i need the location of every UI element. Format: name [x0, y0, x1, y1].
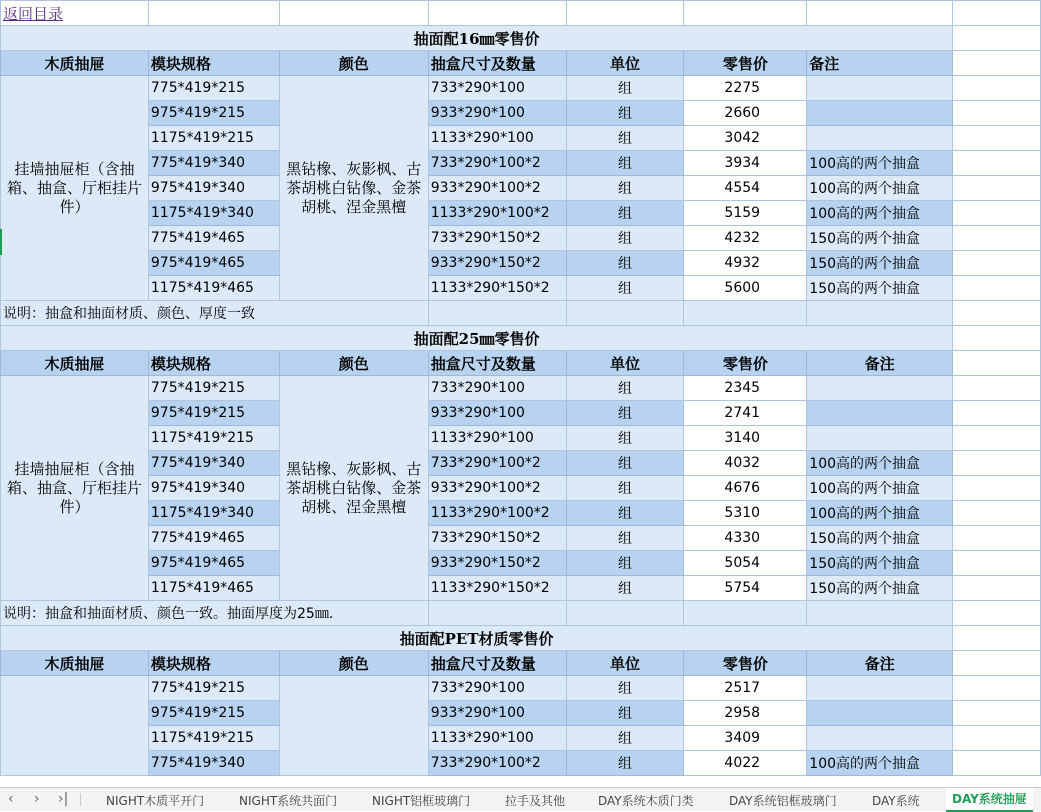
unit-cell[interactable]: 组: [566, 526, 684, 551]
empty-cell[interactable]: [566, 301, 684, 326]
tab-day-wood-door[interactable]: DAY系统木质门类: [598, 794, 694, 808]
unit-cell[interactable]: 组: [566, 451, 684, 476]
tab-day-aluminum-glass-door[interactable]: DAY系统铝框玻璃门: [729, 794, 837, 808]
empty-cell[interactable]: [684, 601, 807, 626]
note-cell[interactable]: [807, 726, 953, 751]
section-title-row: [1, 626, 1041, 651]
table-row: [1, 726, 1041, 751]
unit-cell[interactable]: 组: [566, 726, 684, 751]
empty-cell[interactable]: [953, 451, 1041, 476]
tab-day-drawer[interactable]: DAY系统抽屉: [946, 788, 1033, 812]
retail-price-cell[interactable]: 5310: [684, 501, 807, 526]
unit-cell[interactable]: 组: [566, 576, 684, 601]
empty-cell[interactable]: [953, 101, 1041, 126]
module-spec-cell[interactable]: 775*419*340: [148, 751, 279, 776]
note-cell[interactable]: [807, 701, 953, 726]
empty-cell[interactable]: [148, 1, 279, 26]
empty-cell[interactable]: [428, 601, 566, 626]
retail-price-cell[interactable]: 3140: [684, 426, 807, 451]
table-row: [1, 226, 1041, 251]
section-title-row: [1, 326, 1041, 351]
section-title[interactable]: 抽面配PET材质零售价: [1, 626, 953, 651]
empty-cell[interactable]: [953, 201, 1041, 226]
column-header[interactable]: 模块规格: [148, 651, 279, 676]
retail-price-cell[interactable]: 4232: [684, 226, 807, 251]
retail-price-cell[interactable]: 5159: [684, 201, 807, 226]
table-row: [1, 676, 1041, 701]
table-row: [1, 426, 1041, 451]
box-size-cell[interactable]: 733*290*100*2: [428, 751, 566, 776]
module-spec-cell[interactable]: 975*419*215: [148, 701, 279, 726]
empty-cell[interactable]: [953, 1, 1041, 26]
column-header[interactable]: 单位: [566, 351, 684, 376]
unit-cell[interactable]: 组: [566, 676, 684, 701]
column-header[interactable]: 备注: [807, 351, 953, 376]
column-header[interactable]: 零售价: [684, 51, 807, 76]
empty-cell[interactable]: [953, 551, 1041, 576]
empty-cell[interactable]: [807, 301, 953, 326]
back-to-index-link[interactable]: 返回目录: [3, 4, 64, 23]
table-row: [1, 276, 1041, 301]
note-cell[interactable]: 150高的两个抽盒: [807, 251, 953, 276]
column-header[interactable]: 模块规格: [148, 351, 279, 376]
color-options-cell[interactable]: 黑钻橡、灰影枫、古茶胡桃白钻像、金茶胡桃、涅金黑檀: [279, 376, 428, 601]
empty-cell[interactable]: [953, 376, 1041, 401]
retail-price-cell[interactable]: 5754: [684, 576, 807, 601]
module-spec-cell[interactable]: 1175*419*215: [148, 426, 279, 451]
tab-next-icon[interactable]: ›: [34, 791, 40, 807]
column-header[interactable]: 木质抽屉: [1, 51, 149, 76]
column-header[interactable]: 单位: [566, 651, 684, 676]
empty-cell[interactable]: [953, 176, 1041, 201]
module-spec-cell[interactable]: 1175*419*215: [148, 726, 279, 751]
tab-night-wood-swing-door[interactable]: NIGHT木质平开门: [106, 794, 205, 808]
empty-cell[interactable]: [953, 251, 1041, 276]
empty-cell[interactable]: [953, 501, 1041, 526]
tab-divider: [80, 793, 81, 806]
section-note-row: [1, 301, 1041, 326]
table-row: [1, 551, 1041, 576]
section-title[interactable]: 抽面配16㎜零售价: [1, 26, 953, 51]
column-header[interactable]: 抽盒尺寸及数量: [428, 51, 566, 76]
tab-prev-icon[interactable]: ‹: [8, 791, 14, 807]
module-spec-cell[interactable]: 775*419*340: [148, 151, 279, 176]
table-row: [1, 151, 1041, 176]
empty-cell[interactable]: [953, 626, 1041, 651]
top-row: [1, 1, 1041, 26]
empty-cell[interactable]: [807, 601, 953, 626]
empty-cell[interactable]: [953, 726, 1041, 751]
column-header[interactable]: 木质抽屉: [1, 651, 149, 676]
tab-handles-other[interactable]: 拉手及其他: [505, 794, 566, 808]
table-row: [1, 126, 1041, 151]
column-header[interactable]: 备注: [807, 51, 953, 76]
note-cell[interactable]: 100高的两个抽盒: [807, 751, 953, 776]
unit-cell[interactable]: 组: [566, 401, 684, 426]
module-spec-cell[interactable]: 1175*419*340: [148, 201, 279, 226]
note-cell[interactable]: 100高的两个抽盒: [807, 176, 953, 201]
module-spec-cell[interactable]: 775*419*340: [148, 451, 279, 476]
table-row: [1, 476, 1041, 501]
box-size-cell[interactable]: 1133*290*150*2: [428, 276, 566, 301]
box-size-cell[interactable]: 733*290*150*2: [428, 226, 566, 251]
module-spec-cell[interactable]: 975*419*215: [148, 401, 279, 426]
note-cell[interactable]: 150高的两个抽盒: [807, 526, 953, 551]
module-spec-cell[interactable]: 775*419*215: [148, 76, 279, 101]
note-cell[interactable]: [807, 676, 953, 701]
note-cell[interactable]: [807, 101, 953, 126]
empty-cell[interactable]: [953, 226, 1041, 251]
empty-cell[interactable]: [807, 1, 953, 26]
empty-cell[interactable]: [953, 651, 1041, 676]
table-row: [1, 201, 1041, 226]
active-row-marker: [0, 229, 2, 255]
module-spec-cell[interactable]: 975*419*340: [148, 476, 279, 501]
empty-cell[interactable]: [953, 76, 1041, 101]
column-header[interactable]: 颜色: [279, 51, 428, 76]
box-size-cell[interactable]: 933*290*100: [428, 401, 566, 426]
column-header-row: [1, 651, 1041, 676]
unit-cell[interactable]: 组: [566, 176, 684, 201]
empty-cell[interactable]: [953, 526, 1041, 551]
note-cell[interactable]: 100高的两个抽盒: [807, 501, 953, 526]
module-spec-cell[interactable]: 975*419*465: [148, 551, 279, 576]
empty-cell[interactable]: [953, 276, 1041, 301]
color-options-cell[interactable]: 黑钻橡、灰影枫、古茶胡桃白钻像、金茶胡桃、涅金黑檀: [279, 76, 428, 301]
module-spec-cell[interactable]: 1175*419*215: [148, 126, 279, 151]
box-size-cell[interactable]: 933*290*100: [428, 101, 566, 126]
box-size-cell[interactable]: 933*290*150*2: [428, 251, 566, 276]
table-row: [1, 576, 1041, 601]
empty-cell[interactable]: [953, 701, 1041, 726]
section-note-row: [1, 601, 1041, 626]
unit-cell[interactable]: 组: [566, 376, 684, 401]
unit-cell[interactable]: 组: [566, 476, 684, 501]
box-size-cell[interactable]: 733*290*100: [428, 676, 566, 701]
retail-price-cell[interactable]: 2345: [684, 376, 807, 401]
empty-cell[interactable]: [428, 301, 566, 326]
tab-last-icon[interactable]: ›|: [58, 791, 69, 807]
column-header[interactable]: 抽盒尺寸及数量: [428, 351, 566, 376]
tab-night-flush-door[interactable]: NIGHT系统共面门: [239, 794, 338, 808]
table-row: [1, 101, 1041, 126]
empty-cell[interactable]: [953, 51, 1041, 76]
box-size-cell[interactable]: 933*290*100*2: [428, 476, 566, 501]
empty-cell[interactable]: [953, 676, 1041, 701]
table-row: [1, 751, 1041, 776]
retail-price-cell[interactable]: 5600: [684, 276, 807, 301]
table-row: [1, 176, 1041, 201]
empty-cell[interactable]: [953, 751, 1041, 776]
retail-price-cell[interactable]: 2275: [684, 76, 807, 101]
unit-cell[interactable]: 组: [566, 101, 684, 126]
table-row: [1, 451, 1041, 476]
note-cell[interactable]: 100高的两个抽盒: [807, 151, 953, 176]
unit-cell[interactable]: 组: [566, 276, 684, 301]
product-name-cell[interactable]: [1, 676, 149, 776]
empty-cell[interactable]: [566, 601, 684, 626]
note-cell[interactable]: [807, 401, 953, 426]
empty-cell[interactable]: [953, 26, 1041, 51]
empty-cell[interactable]: [953, 601, 1041, 626]
note-cell[interactable]: 150高的两个抽盒: [807, 551, 953, 576]
note-cell[interactable]: 150高的两个抽盒: [807, 226, 953, 251]
note-cell[interactable]: 100高的两个抽盒: [807, 201, 953, 226]
retail-price-cell[interactable]: 4022: [684, 751, 807, 776]
retail-price-cell[interactable]: 2517: [684, 676, 807, 701]
empty-cell[interactable]: [566, 1, 684, 26]
box-size-cell[interactable]: 733*290*150*2: [428, 526, 566, 551]
note-cell[interactable]: 150高的两个抽盒: [807, 276, 953, 301]
retail-price-cell[interactable]: 4676: [684, 476, 807, 501]
column-header[interactable]: 抽盒尺寸及数量: [428, 651, 566, 676]
empty-cell[interactable]: [953, 151, 1041, 176]
module-spec-cell[interactable]: 775*419*215: [148, 676, 279, 701]
module-spec-cell[interactable]: 1175*419*465: [148, 276, 279, 301]
box-size-cell[interactable]: 1133*290*100*2: [428, 201, 566, 226]
box-size-cell[interactable]: 933*290*100*2: [428, 176, 566, 201]
box-size-cell[interactable]: 933*290*100: [428, 701, 566, 726]
box-size-cell[interactable]: 733*290*100: [428, 376, 566, 401]
column-header[interactable]: 单位: [566, 51, 684, 76]
retail-price-cell[interactable]: 4554: [684, 176, 807, 201]
box-size-cell[interactable]: 1133*290*100: [428, 126, 566, 151]
note-cell[interactable]: [807, 376, 953, 401]
section-title[interactable]: 抽面配25㎜零售价: [1, 326, 953, 351]
box-size-cell[interactable]: 1133*290*100: [428, 726, 566, 751]
unit-cell[interactable]: 组: [566, 151, 684, 176]
unit-cell[interactable]: 组: [566, 426, 684, 451]
retail-price-cell[interactable]: 3042: [684, 126, 807, 151]
empty-cell[interactable]: [684, 1, 807, 26]
box-size-cell[interactable]: 733*290*100: [428, 76, 566, 101]
empty-cell[interactable]: [953, 351, 1041, 376]
table-row: [1, 501, 1041, 526]
column-header[interactable]: 颜色: [279, 351, 428, 376]
unit-cell[interactable]: 组: [566, 501, 684, 526]
back-link-cell[interactable]: [1, 1, 149, 26]
column-header[interactable]: 零售价: [684, 651, 807, 676]
box-size-cell[interactable]: 1133*290*150*2: [428, 576, 566, 601]
unit-cell[interactable]: 组: [566, 551, 684, 576]
column-header[interactable]: 颜色: [279, 651, 428, 676]
retail-price-cell[interactable]: 2741: [684, 401, 807, 426]
empty-cell[interactable]: [953, 476, 1041, 501]
module-spec-cell[interactable]: 1175*419*340: [148, 501, 279, 526]
note-cell[interactable]: 100高的两个抽盒: [807, 476, 953, 501]
color-options-cell[interactable]: [279, 676, 428, 776]
unit-cell[interactable]: 组: [566, 201, 684, 226]
empty-cell[interactable]: [953, 426, 1041, 451]
column-header-row: [1, 351, 1041, 376]
module-spec-cell[interactable]: 975*419*465: [148, 251, 279, 276]
unit-cell[interactable]: 组: [566, 226, 684, 251]
table-row: [1, 76, 1041, 101]
table-row: [1, 701, 1041, 726]
retail-price-cell[interactable]: 5054: [684, 551, 807, 576]
table-row: [1, 251, 1041, 276]
section-note[interactable]: 说明：抽盒和抽面材质、颜色一致。抽面厚度为25㎜.: [1, 601, 429, 626]
retail-price-cell[interactable]: 4932: [684, 251, 807, 276]
module-spec-cell[interactable]: 975*419*215: [148, 101, 279, 126]
retail-price-cell[interactable]: 2958: [684, 701, 807, 726]
unit-cell[interactable]: 组: [566, 701, 684, 726]
retail-price-cell[interactable]: 2660: [684, 101, 807, 126]
sheet-tab-bar: [0, 787, 1041, 811]
retail-price-cell[interactable]: 4330: [684, 526, 807, 551]
tab-day-system[interactable]: DAY系统: [872, 794, 920, 808]
retail-price-cell[interactable]: 3934: [684, 151, 807, 176]
module-spec-cell[interactable]: 975*419*340: [148, 176, 279, 201]
module-spec-cell[interactable]: 775*419*215: [148, 376, 279, 401]
empty-cell[interactable]: [953, 126, 1041, 151]
column-header[interactable]: 木质抽屉: [1, 351, 149, 376]
empty-cell[interactable]: [953, 401, 1041, 426]
column-header-row: [1, 51, 1041, 76]
unit-cell[interactable]: 组: [566, 126, 684, 151]
note-cell[interactable]: [807, 426, 953, 451]
empty-cell[interactable]: [953, 326, 1041, 351]
empty-cell[interactable]: [953, 576, 1041, 601]
product-name-cell[interactable]: 挂墙抽屉柜（含抽箱、抽盒、厅柜挂片件）: [1, 76, 149, 301]
unit-cell[interactable]: 组: [566, 751, 684, 776]
unit-cell[interactable]: 组: [566, 76, 684, 101]
module-spec-cell[interactable]: 1175*419*465: [148, 576, 279, 601]
table-row: [1, 401, 1041, 426]
table-row: [1, 376, 1041, 401]
box-size-cell[interactable]: 1133*290*100: [428, 426, 566, 451]
note-cell[interactable]: 150高的两个抽盒: [807, 576, 953, 601]
empty-cell[interactable]: [279, 1, 428, 26]
empty-cell[interactable]: [684, 301, 807, 326]
module-spec-cell[interactable]: 775*419*465: [148, 526, 279, 551]
box-size-cell[interactable]: 1133*290*100*2: [428, 501, 566, 526]
retail-price-cell[interactable]: 3409: [684, 726, 807, 751]
box-size-cell[interactable]: 733*290*100*2: [428, 451, 566, 476]
column-header[interactable]: 模块规格: [148, 51, 279, 76]
empty-cell[interactable]: [953, 301, 1041, 326]
section-note[interactable]: 说明：抽盒和抽面材质、颜色、厚度一致: [1, 301, 429, 326]
unit-cell[interactable]: 组: [566, 251, 684, 276]
retail-price-cell[interactable]: 4032: [684, 451, 807, 476]
box-size-cell[interactable]: 733*290*100*2: [428, 151, 566, 176]
section-title-row: [1, 26, 1041, 51]
note-cell[interactable]: [807, 76, 953, 101]
product-name-cell[interactable]: 挂墙抽屉柜（含抽箱、抽盒、厅柜挂片件）: [1, 376, 149, 601]
box-size-cell[interactable]: 933*290*150*2: [428, 551, 566, 576]
tab-night-aluminum-glass-door[interactable]: NIGHT铝框玻璃门: [372, 794, 471, 808]
column-header[interactable]: 备注: [807, 651, 953, 676]
column-header[interactable]: 零售价: [684, 351, 807, 376]
note-cell[interactable]: 100高的两个抽盒: [807, 451, 953, 476]
note-cell[interactable]: [807, 126, 953, 151]
empty-cell[interactable]: [428, 1, 566, 26]
table-row: [1, 526, 1041, 551]
module-spec-cell[interactable]: 775*419*465: [148, 226, 279, 251]
